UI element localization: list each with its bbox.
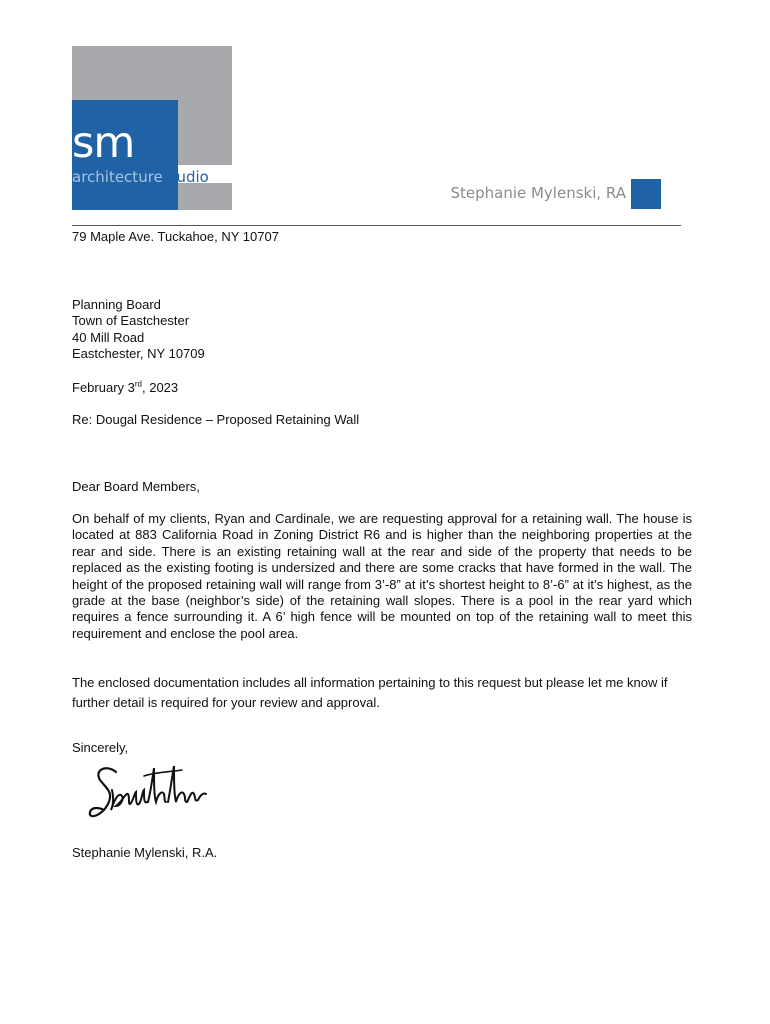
logo-word-studio: studio [162, 168, 209, 186]
company-logo [72, 46, 232, 210]
recipient-line: Eastchester, NY 10709 [72, 346, 205, 362]
date-year: , 2023 [142, 380, 179, 395]
body-paragraph: The enclosed documentation includes all information pertaining to this request but please let me know if further detail is required for your review and approval. [72, 675, 668, 710]
handwritten-signature [86, 762, 212, 826]
letter-date [72, 380, 178, 396]
letterhead-name: Stephanie Mylenski, RA [450, 184, 626, 202]
date-prefix: February 3 [72, 380, 135, 395]
salutation: Dear Board Members, [72, 479, 200, 494]
closing: Sincerely, [72, 740, 129, 755]
subject-line: Re: Dougal Residence – Proposed Retaining Wall [72, 412, 360, 427]
recipient-address [72, 297, 205, 363]
letterhead-blue-square [631, 179, 661, 209]
sender-address: 79 Maple Ave. Tuckahoe, NY 10707 [72, 229, 279, 244]
logo-monogram: sm [72, 118, 135, 168]
body-paragraph: On behalf of my clients, Ryan and Cardinale, we are requesting approval for a retaining wall. The house is located at 883 California Road in Zoning District R6 and is higher than the neighboring properties at the rear and side. There is an existing retaining wall at the rear and side of the property that needs to be replaced as the existing footing is undersized and there are some cracks that have formed in the wall. The height of the proposed retaining wall will range from 3’-8” at it’s shortest height to 8’-6” at it’s highest, as the grade at the base (neighbor’s side) of the retaining wall slopes. There is a pool in the rear yard which requires a fence surrounding it. A 6’ high fence will be mounted on top of the retaining wall to meet this requirement and enclose the pool area. [72, 511, 692, 641]
logo-wordmark [72, 168, 209, 186]
date-ordinal: rd [134, 379, 142, 389]
recipient-line: Planning Board [72, 297, 161, 312]
recipient-line: 40 Mill Road [72, 329, 145, 345]
logo-word-architecture: architecture [72, 168, 163, 186]
recipient-line: Town of Eastchester [72, 313, 190, 329]
header-divider [72, 225, 681, 226]
signer-name: Stephanie Mylenski, R.A. [72, 845, 218, 860]
